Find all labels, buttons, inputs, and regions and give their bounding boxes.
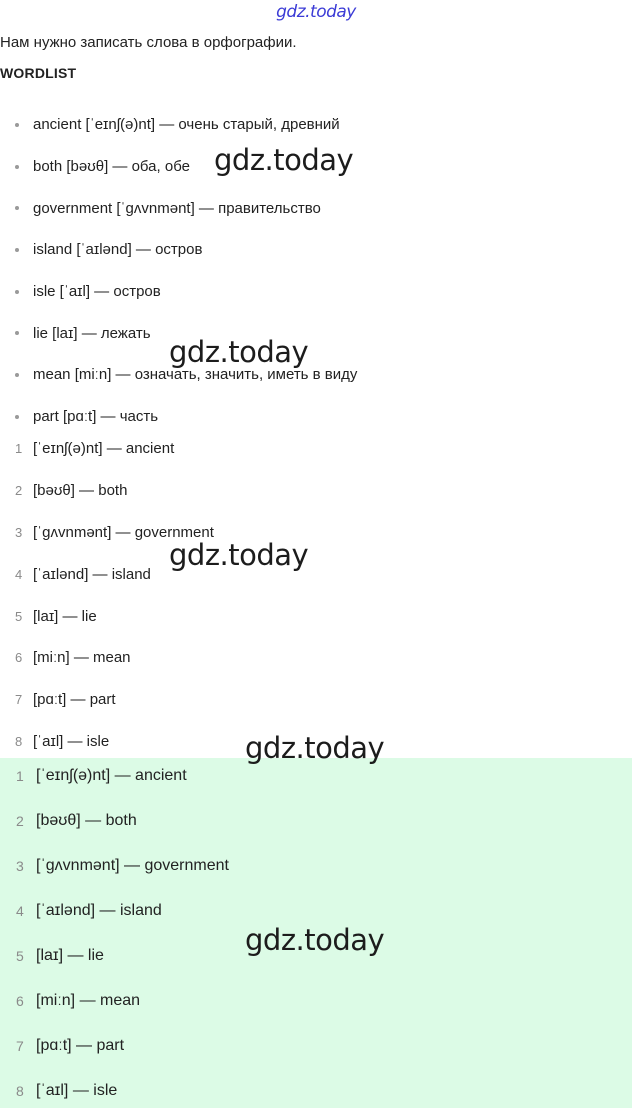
item-number: 5 [16, 947, 24, 964]
task-item-text: [ˈɡʌvnmənt] — government [33, 523, 214, 541]
answer-item-text: [ˈɡʌvnmənt] — government [36, 856, 229, 874]
watermark: gdz.today [245, 731, 385, 765]
wordlist-item-text: island [ˈaɪlənd] — остров [33, 241, 203, 259]
bullet-icon [15, 415, 19, 419]
answer-list-item [0, 1023, 229, 1068]
item-number: 7 [16, 1037, 24, 1054]
item-number: 1 [16, 767, 24, 784]
task-item-text: [ˈaɪl] — isle [33, 732, 110, 750]
wordlist [0, 104, 357, 438]
watermark: gdz.today [214, 143, 354, 177]
task-item-text: [ˈaɪlənd] — island [33, 565, 151, 583]
wordlist-item-text: isle [ˈaɪl] — остров [33, 283, 161, 301]
bullet-icon [15, 290, 19, 294]
item-number: 4 [16, 902, 24, 919]
answer-item-text: [laɪ] — lie [36, 946, 104, 964]
bullet-icon [15, 331, 19, 335]
site-logo[interactable]: gdz.today [276, 2, 356, 22]
wordlist-item-text: ancient [ˈeɪnʃ(ə)nt] — очень старый, древний [33, 116, 340, 134]
watermark: gdz.today [169, 335, 309, 369]
answer-item-text: [ˈeɪnʃ(ə)nt] — ancient [36, 766, 187, 784]
task-list-item [0, 679, 214, 721]
answer-item-text: [pɑːt] — part [36, 1036, 125, 1054]
bullet-icon [15, 206, 19, 210]
answer-item-text: [bəʊθ] — both [36, 811, 137, 829]
bullet-icon [15, 373, 19, 377]
item-number: 6 [15, 650, 23, 666]
wordlist-item [0, 146, 357, 188]
item-number: 7 [15, 692, 23, 708]
task-list-item [0, 428, 214, 470]
answer-list [0, 753, 229, 1113]
item-number: 2 [15, 483, 23, 499]
wordlist-item [0, 229, 357, 271]
item-number: 3 [15, 524, 23, 540]
bullet-icon [15, 248, 19, 252]
task-list-item [0, 512, 214, 554]
wordlist-item [0, 271, 357, 313]
task-list-item [0, 595, 214, 637]
item-number: 2 [16, 812, 24, 829]
bullet-icon [15, 165, 19, 169]
wordlist-item-text: both [bəʊθ] — оба, обе [33, 158, 190, 176]
answer-item-text: [miːn] — mean [36, 991, 141, 1009]
task-list-item [0, 553, 214, 595]
task-item-text: [pɑːt] — part [33, 691, 116, 709]
item-number: 8 [15, 733, 23, 749]
task-item-text: [laɪ] — lie [33, 607, 97, 625]
answer-list-item [0, 978, 229, 1023]
answer-list-item [0, 933, 229, 978]
task-list-item [0, 637, 214, 679]
item-number: 6 [16, 992, 24, 1009]
task-item-text: [ˈeɪnʃ(ə)nt] — ancient [33, 440, 175, 458]
watermark: gdz.today [245, 923, 385, 957]
answer-item-text: [ˈaɪl] — isle [36, 1081, 118, 1099]
task-list-item [0, 470, 214, 512]
answer-list-item [0, 798, 229, 843]
wordlist-item [0, 354, 357, 396]
answer-list-item [0, 1068, 229, 1113]
wordlist-item [0, 104, 357, 146]
item-number: 1 [15, 441, 23, 457]
item-number: 4 [15, 566, 23, 582]
wordlist-heading: WORDLIST [0, 65, 77, 81]
answer-list-item [0, 843, 229, 888]
item-number: 8 [16, 1082, 24, 1099]
intro-text: Нам нужно записать слова в орфографии. [0, 34, 297, 51]
wordlist-item-text: lie [laɪ] — лежать [33, 324, 151, 342]
wordlist-item-text: mean [miːn] — означать, значить, иметь в виду [33, 366, 358, 384]
answer-list-item [0, 753, 229, 798]
answer-item-text: [ˈaɪlənd] — island [36, 901, 162, 919]
task-item-text: [miːn] — mean [33, 649, 131, 667]
wordlist-item-text: government [ˈɡʌvnmənt] — правительство [33, 199, 321, 217]
task-item-text: [bəʊθ] — both [33, 482, 128, 500]
item-number: 3 [16, 857, 24, 874]
answer-list-item [0, 888, 229, 933]
wordlist-item-text: part [pɑːt] — часть [33, 408, 159, 426]
watermark: gdz.today [169, 538, 309, 572]
task-list [0, 428, 214, 762]
wordlist-item [0, 187, 357, 229]
wordlist-item [0, 312, 357, 354]
item-number: 5 [15, 608, 23, 624]
bullet-icon [15, 123, 19, 127]
